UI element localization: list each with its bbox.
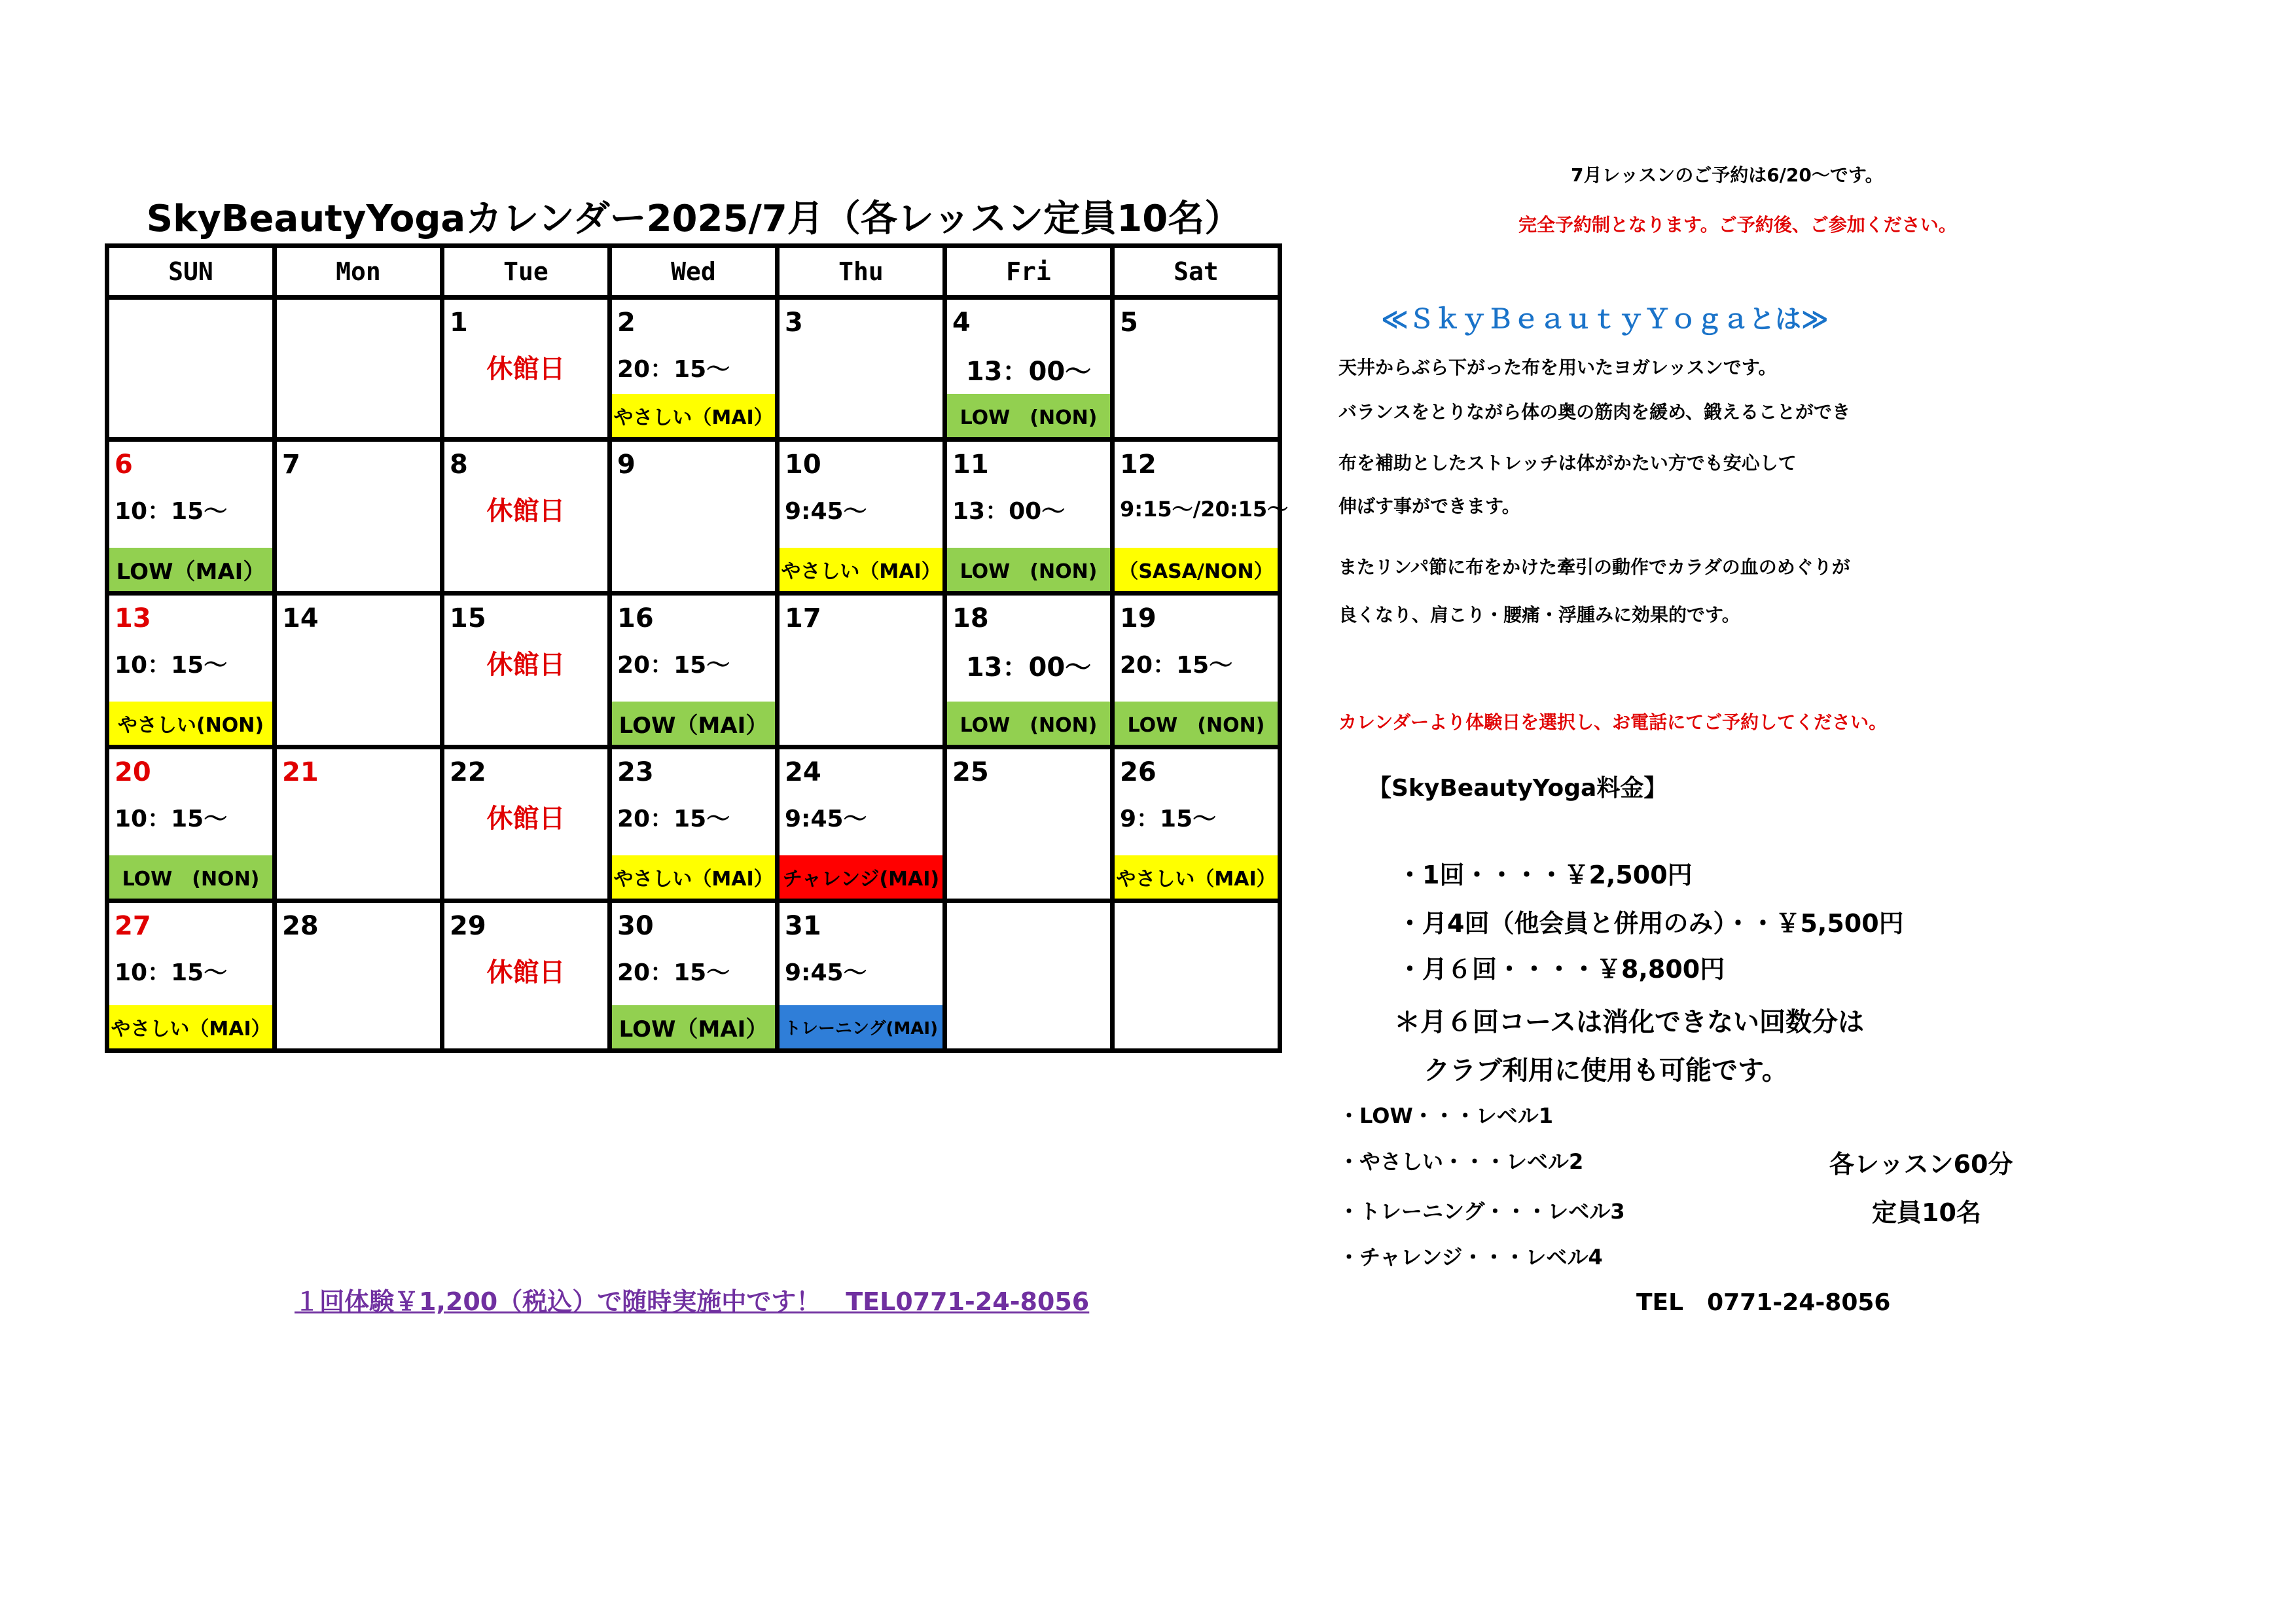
closed-label: 休館日: [486, 804, 565, 834]
weekday-header-row: [107, 246, 1280, 298]
day-number: 13: [115, 603, 151, 633]
day-number: 24: [785, 757, 821, 787]
calendar-day-cell[interactable]: [1113, 594, 1280, 747]
lesson-band: LOW（MAI）: [109, 548, 272, 591]
day-number: 10: [785, 450, 821, 480]
calendar-day-cell[interactable]: [107, 298, 275, 440]
calendar-day-cell[interactable]: [778, 298, 945, 440]
day-number: 28: [282, 911, 319, 941]
weekday-tue: Tue: [442, 246, 610, 298]
lesson-time: 10：15～: [115, 652, 228, 679]
weekday-thu: Thu: [778, 246, 945, 298]
day-number: 16: [617, 603, 654, 633]
day-number: 26: [1120, 757, 1157, 787]
reservation-note: 完全予約制となります。ご予約後、ご参加ください。: [1518, 214, 1957, 236]
sidebar-tel: TEL 0771-24-8056: [1636, 1289, 1891, 1316]
calendar-day-cell[interactable]: [1113, 901, 1280, 1051]
lesson-time: 20：15～: [617, 806, 730, 832]
day-number: 14: [282, 603, 319, 633]
lesson-time: 9：15～: [1120, 806, 1217, 832]
day-number: 22: [450, 757, 486, 787]
lesson-time: 9:45～: [785, 806, 867, 832]
day-number: 8: [450, 450, 468, 480]
day-number: 31: [785, 911, 821, 941]
lesson-time: 10：15～: [115, 806, 228, 832]
weekday-mon: Mon: [275, 246, 442, 298]
lesson-time: 20：15～: [617, 959, 730, 986]
about-line-1: 天井からぶら下がった布を用いたヨガレッスンです。: [1338, 357, 1777, 378]
day-number: 5: [1120, 308, 1138, 338]
calendar-day-cell[interactable]: [275, 747, 442, 901]
price-single: ・1回・・・・￥2,500円: [1397, 861, 1693, 889]
lesson-time: 20：15～: [617, 652, 730, 679]
calendar-day-cell[interactable]: [1113, 440, 1289, 594]
calendar-day-cell[interactable]: [778, 747, 945, 901]
level-low: ・LOW・・・レベル1: [1338, 1103, 1554, 1128]
day-number: 3: [785, 308, 803, 338]
lesson-band: LOW (NON): [947, 548, 1110, 591]
calendar-day-cell[interactable]: [610, 594, 778, 747]
calendar-day-cell[interactable]: [275, 440, 442, 594]
calendar-day-cell[interactable]: [945, 298, 1113, 440]
about-line-6: 良くなり、肩こり・腰痛・浮腫みに効果的です。: [1338, 604, 1740, 626]
lesson-band: チャレンジ(MAI): [780, 855, 942, 899]
course-note-1: ＊月６回コースは消化できない回数分は: [1394, 1007, 1864, 1037]
day-number: 2: [617, 308, 636, 338]
day-number: 17: [785, 603, 821, 633]
level-yasashii: ・やさしい・・・レベル2: [1338, 1149, 1584, 1174]
day-number: 18: [952, 603, 989, 633]
calendar-day-cell[interactable]: [442, 594, 610, 747]
day-number: 6: [115, 450, 133, 480]
calendar-note: カレンダーより体験日を選択し、お電話にてご予約してください。: [1338, 711, 1888, 733]
lesson-time: 10：15～: [115, 959, 228, 986]
lesson-band: LOW（MAI）: [612, 702, 775, 745]
lesson-band: LOW（MAI）: [612, 1005, 775, 1048]
weekday-wed: Wed: [610, 246, 778, 298]
about-line-5: またリンパ節に布をかけた牽引の動作でカラダの血のめぐりが: [1338, 556, 1850, 578]
calendar-day-cell[interactable]: [945, 747, 1113, 901]
calendar-day-cell[interactable]: [107, 747, 275, 901]
day-number: 30: [617, 911, 654, 941]
lesson-time: 9:45～: [785, 959, 867, 986]
day-number: 11: [952, 450, 989, 480]
day-number: 12: [1120, 450, 1157, 480]
lesson-time: 20：15～: [1120, 652, 1233, 679]
calendar-day-cell[interactable]: [610, 747, 778, 901]
about-heading: ≪ＳｋｙＢｅａｕｔｙＹｏｇａとは≫: [1381, 304, 1829, 334]
lesson-band: やさしい（MAI）: [612, 394, 775, 437]
day-number: 23: [617, 757, 654, 787]
calendar-week-1: [107, 298, 1280, 440]
lesson-band: トレーニング(MAI): [780, 1005, 942, 1048]
lesson-time: 9:15～/20:15～: [1120, 497, 1289, 522]
calendar-day-cell[interactable]: [945, 440, 1113, 594]
about-line-2: バランスをとりながら体の奥の筋肉を緩め、鍛えることができ: [1338, 401, 1851, 423]
day-number: 1: [450, 308, 468, 338]
calendar-day-cell[interactable]: [275, 298, 442, 440]
weekday-fri: Fri: [945, 246, 1113, 298]
calendar-day-cell[interactable]: [610, 901, 778, 1051]
day-number: 9: [617, 450, 636, 480]
calendar-table: [105, 243, 1289, 1053]
calendar-day-cell[interactable]: [778, 594, 945, 747]
day-number: 25: [952, 757, 989, 787]
closed-label: 休館日: [486, 650, 565, 680]
calendar-title: SkyBeautyYogaカレンダー2025/7月（各レッスン定員10名）: [146, 198, 1242, 240]
day-number: 4: [952, 308, 971, 338]
calendar-day-cell[interactable]: [442, 747, 610, 901]
lesson-band: やさしい(NON): [109, 702, 272, 745]
day-number: 7: [282, 450, 300, 480]
calendar-day-cell[interactable]: [945, 901, 1113, 1051]
calendar-day-cell[interactable]: [610, 298, 778, 440]
calendar-day-cell[interactable]: [945, 594, 1113, 747]
lesson-time: 10：15～: [115, 498, 228, 525]
calendar-week-4: [107, 747, 1280, 901]
lesson-band: （SASA/NON）: [1115, 548, 1278, 591]
calendar-day-cell[interactable]: [778, 440, 945, 594]
calendar-day-cell[interactable]: [107, 594, 275, 747]
calendar-day-cell[interactable]: [442, 901, 610, 1051]
lesson-time: 13：00～: [965, 652, 1092, 683]
about-line-4: 伸ばす事ができます。: [1338, 495, 1520, 517]
day-number: 27: [115, 911, 151, 941]
lesson-band: LOW (NON): [947, 702, 1110, 745]
weekday-sun: SUN: [107, 246, 275, 298]
closed-label: 休館日: [486, 957, 565, 988]
weekday-sat: Sat: [1113, 246, 1280, 298]
booking-note: 7月レッスンのご予約は6/20～です。: [1571, 164, 1884, 186]
day-number: 29: [450, 911, 486, 941]
calendar-day-cell[interactable]: [1113, 747, 1280, 901]
calendar-day-cell[interactable]: [442, 298, 610, 440]
price-monthly-6: ・月６回・・・・￥8,800円: [1397, 955, 1725, 984]
lesson-time: 13：00～: [952, 498, 1066, 525]
calendar-day-cell[interactable]: [610, 440, 778, 594]
calendar-day-cell[interactable]: [1113, 298, 1280, 440]
lesson-band: やさしい（MAI）: [780, 548, 942, 591]
lesson-band: やさしい（MAI）: [612, 855, 775, 899]
level-training: ・トレーニング・・・レベル3: [1338, 1199, 1625, 1224]
price-heading: 【SkyBeautyYoga料金】: [1368, 775, 1668, 802]
lesson-capacity: 定員10名: [1872, 1198, 1981, 1227]
calendar-day-cell[interactable]: [107, 440, 275, 594]
closed-label: 休館日: [486, 354, 565, 384]
calendar-day-cell[interactable]: [442, 440, 610, 594]
lesson-band: やさしい（MAI）: [1115, 855, 1278, 899]
lesson-duration: 各レッスン60分: [1829, 1150, 2013, 1179]
lesson-time: 20：15～: [617, 356, 730, 383]
calendar-day-cell[interactable]: [107, 901, 275, 1051]
level-challenge: ・チャレンジ・・・レベル4: [1338, 1245, 1603, 1270]
calendar-day-cell[interactable]: [275, 594, 442, 747]
closed-label: 休館日: [486, 496, 565, 526]
lesson-band: LOW (NON): [947, 394, 1110, 437]
calendar-week-2: [107, 440, 1280, 594]
day-number: 15: [450, 603, 486, 633]
lesson-band: やさしい（MAI）: [109, 1005, 272, 1048]
lesson-band: LOW (NON): [109, 855, 272, 899]
lesson-band: LOW (NON): [1115, 702, 1278, 745]
day-number: 21: [282, 757, 319, 787]
lesson-time: 9:45～: [785, 498, 867, 525]
price-monthly-4: ・月4回（他会員と併用のみ）・・￥5,500円: [1397, 909, 1904, 938]
trial-footer[interactable]: １回体験￥1,200（税込）で随時実施中です！ TEL0771-24-8056: [295, 1287, 1090, 1316]
course-note-2: クラブ利用に使用も可能です。: [1424, 1056, 1788, 1086]
lesson-time: 13：00～: [965, 357, 1092, 387]
calendar-week-3: [107, 594, 1280, 747]
about-line-3: 布を補助としたストレッチは体がかたい方でも安心して: [1338, 452, 1797, 474]
calendar-day-cell[interactable]: [778, 901, 945, 1051]
day-number: 19: [1120, 603, 1157, 633]
calendar-day-cell[interactable]: [275, 901, 442, 1051]
calendar-week-5: [107, 901, 1280, 1051]
day-number: 20: [115, 757, 151, 787]
